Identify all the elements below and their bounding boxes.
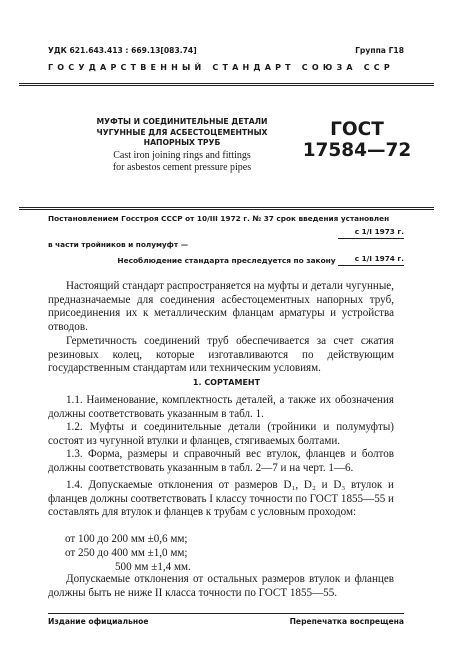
title-en: [82, 150, 282, 173]
decree-date1-underline: [338, 238, 404, 239]
title-ru-line2: ЧУГУННЫЕ ДЛЯ АСБЕСТОЦЕМЕНТНЫХ: [96, 127, 268, 137]
group-code: Группа Г18: [355, 46, 404, 55]
paragraph-last: Допускаемые отклонения от остальных размеров втулок и фланцев должны быть не ниже II класса точности по ГОСТ 1855—55.: [48, 573, 394, 599]
gost-block: [302, 119, 412, 161]
agency-line: ГОСУДАРСТВЕННЫЙ СТАНДАРТ СОЮЗА ССР: [48, 63, 394, 72]
footer-no-reprint: Перепечатка воспрещена: [289, 617, 404, 626]
tolerance-1: от 100 до 200 мм ±0,6 мм;: [65, 533, 188, 545]
tolerance-3: 500 мм ±1,4 мм.: [115, 561, 191, 573]
gost-label: ГОСТ: [330, 119, 384, 140]
title-rule-top: [19, 207, 434, 208]
decree-date2-underline: [338, 265, 404, 266]
decree-line2: в части тройников и полумуфт —: [48, 240, 188, 249]
title-rule-bottom: [19, 209, 434, 210]
hermetic-paragraph: Герметичность соединений труб обеспечивается за счет сжатия резиновых колец, которые изготавливаются по действующим государственным стандартам или техническим условиям.: [48, 335, 394, 375]
footer-rule: [48, 613, 404, 614]
decree-date1: с 1/I 1973 г.: [354, 227, 404, 236]
title-ru: [82, 117, 282, 149]
penalty-notice: Несоблюдение стандарта преследуется по закону: [117, 256, 336, 265]
udk-code: УДК 621.643.413 : 669.13[083.74]: [48, 46, 197, 55]
footer-official: Издание официальное: [48, 617, 149, 626]
decree-line1: Постановлением Госстроя СССР от 10/III 1972 г. № 37 срок введения установлен: [48, 214, 390, 223]
decree-date2: с 1/I 1974 г.: [354, 254, 404, 263]
header-rule-bottom: [19, 85, 434, 86]
gost-number: 17584—72: [302, 140, 412, 161]
title-en-line1: Cast iron joining rings and fittings: [113, 150, 251, 161]
paragraph-1-2: 1.2. Муфты и соединительные детали (тройники и полумуфты) состоят из чугунной втулки и фланцев, стягиваемых болтами.: [48, 421, 394, 447]
title-en-line2: for asbestos cement pressure pipes: [112, 161, 252, 173]
header-rule-top: [19, 83, 434, 84]
tolerance-2: от 250 до 400 мм ±1,0 мм;: [65, 547, 188, 559]
paragraph-1-3: 1.3. Форма, размеры и справочный вес втулок, фланцев и болтов должны соответствовать указанным в табл. 2—7 и на черт. 1—6.: [48, 448, 394, 474]
paragraph-1-1: 1.1. Наименование, комплектность деталей, а также их обозначения должны соответствовать указанным в табл. 1.: [48, 394, 394, 420]
intro-paragraph: Настоящий стандарт распространяется на муфты и детали чугунные, предназначаемые для соединения асбестоцементных напорных труб, присоединения их к металлическим фланцам арматуры и устройства отводов.: [48, 280, 394, 333]
paragraph-1-4: 1.4. Допускаемые отклонения от размеров D₁, D₂ и D₃ втулок и фланцев должны соответствовать I классу точности по ГОСТ 1855—55 и составлять для втулок и фланцев к трубам с условным проходом:: [48, 479, 394, 519]
title-ru-line3: НАПОРНЫХ ТРУБ: [143, 138, 221, 147]
section-title: 1. СОРТАМЕНТ: [192, 378, 261, 387]
title-ru-line1: МУФТЫ И СОЕДИНИТЕЛЬНЫЕ ДЕТАЛИ: [96, 117, 268, 126]
